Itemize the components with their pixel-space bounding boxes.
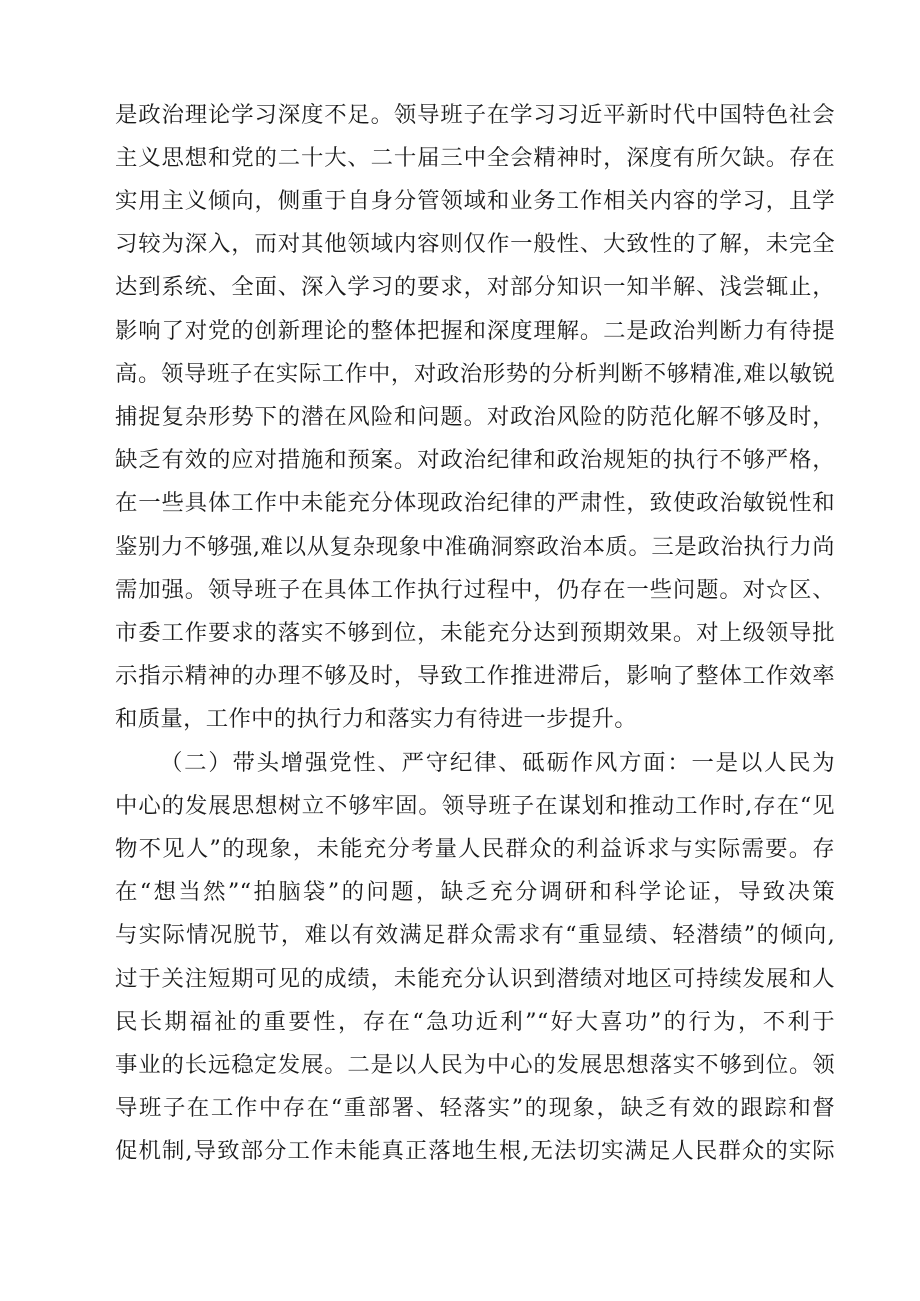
text-line: 达到系统、全面、深入学习的要求，对部分知识一知半解、浅尝辄止， xyxy=(115,274,835,300)
text-line: 中心的发展思想树立不够牢固。领导班子在谋划和推动工作时,存在“见 xyxy=(115,793,835,819)
text-line: 鉴别力不够强,难以从复杂现象中准确洞察政治本质。三是政治执行力尚 xyxy=(115,534,835,560)
text-line: 在一些具体工作中未能充分体现政治纪律的严肃性，致使政治敏锐性和 xyxy=(115,490,835,516)
text-line: 促机制,导致部分工作未能真正落地生根,无法切实满足人民群众的实际 xyxy=(115,1138,835,1164)
text-line: 过于关注短期可见的成绩，未能充分认识到潜绩对地区可持续发展和人 xyxy=(115,966,835,992)
text-line: 习较为深入，而对其他领域内容则仅作一般性、大致性的了解，未完全 xyxy=(115,231,835,257)
text-line: 导班子在工作中存在“重部署、轻落实”的现象，缺乏有效的跟踪和督 xyxy=(115,1095,835,1121)
text-line: 捕捉复杂形势下的潜在风险和问题。对政治风险的防范化解不够及时， xyxy=(115,404,835,430)
text-line: 示指示精神的办理不够及时，导致工作推进滞后，影响了整体工作效率 xyxy=(115,663,835,689)
text-line: 物不见人”的现象，未能充分考量人民群众的利益诉求与实际需要。存 xyxy=(115,836,835,862)
text-line: 高。领导班子在实际工作中，对政治形势的分析判断不够精准,难以敏锐 xyxy=(115,361,835,387)
text-line: 需加强。领导班子在具体工作执行过程中，仍存在一些问题。对☆区、 xyxy=(115,577,835,603)
text-line: 和质量，工作中的执行力和落实力有待进一步提升。 xyxy=(115,706,637,732)
section-heading-line: （二）带头增强党性、严守纪律、砥砺作风方面：一是以人民为 xyxy=(160,750,835,776)
text-line: 事业的长远稳定发展。二是以人民为中心的发展思想落实不够到位。领 xyxy=(115,1052,835,1078)
text-line: 是政治理论学习深度不足。领导班子在学习习近平新时代中国特色社会 xyxy=(115,102,835,128)
text-line: 主义思想和党的二十大、二十届三中全会精神时，深度有所欠缺。存在 xyxy=(115,145,835,171)
text-line: 缺乏有效的应对措施和预案。对政治纪律和政治规矩的执行不够严格， xyxy=(115,447,835,473)
text-line: 与实际情况脱节，难以有效满足群众需求有“重显绩、轻潜绩”的倾向, xyxy=(115,922,835,948)
text-line: 影响了对党的创新理论的整体把握和深度理解。二是政治判断力有待提 xyxy=(115,318,835,344)
text-line: 民长期福祉的重要性，存在“急功近利”“好大喜功”的行为，不利于 xyxy=(115,1009,835,1035)
text-line: 在“想当然”“拍脑袋”的问题，缺乏充分调研和科学论证，导致决策 xyxy=(115,879,835,905)
text-line: 市委工作要求的落实不够到位，未能充分达到预期效果。对上级领导批 xyxy=(115,620,835,646)
text-line: 实用主义倾向，侧重于自身分管领域和业务工作相关内容的学习，且学 xyxy=(115,188,835,214)
